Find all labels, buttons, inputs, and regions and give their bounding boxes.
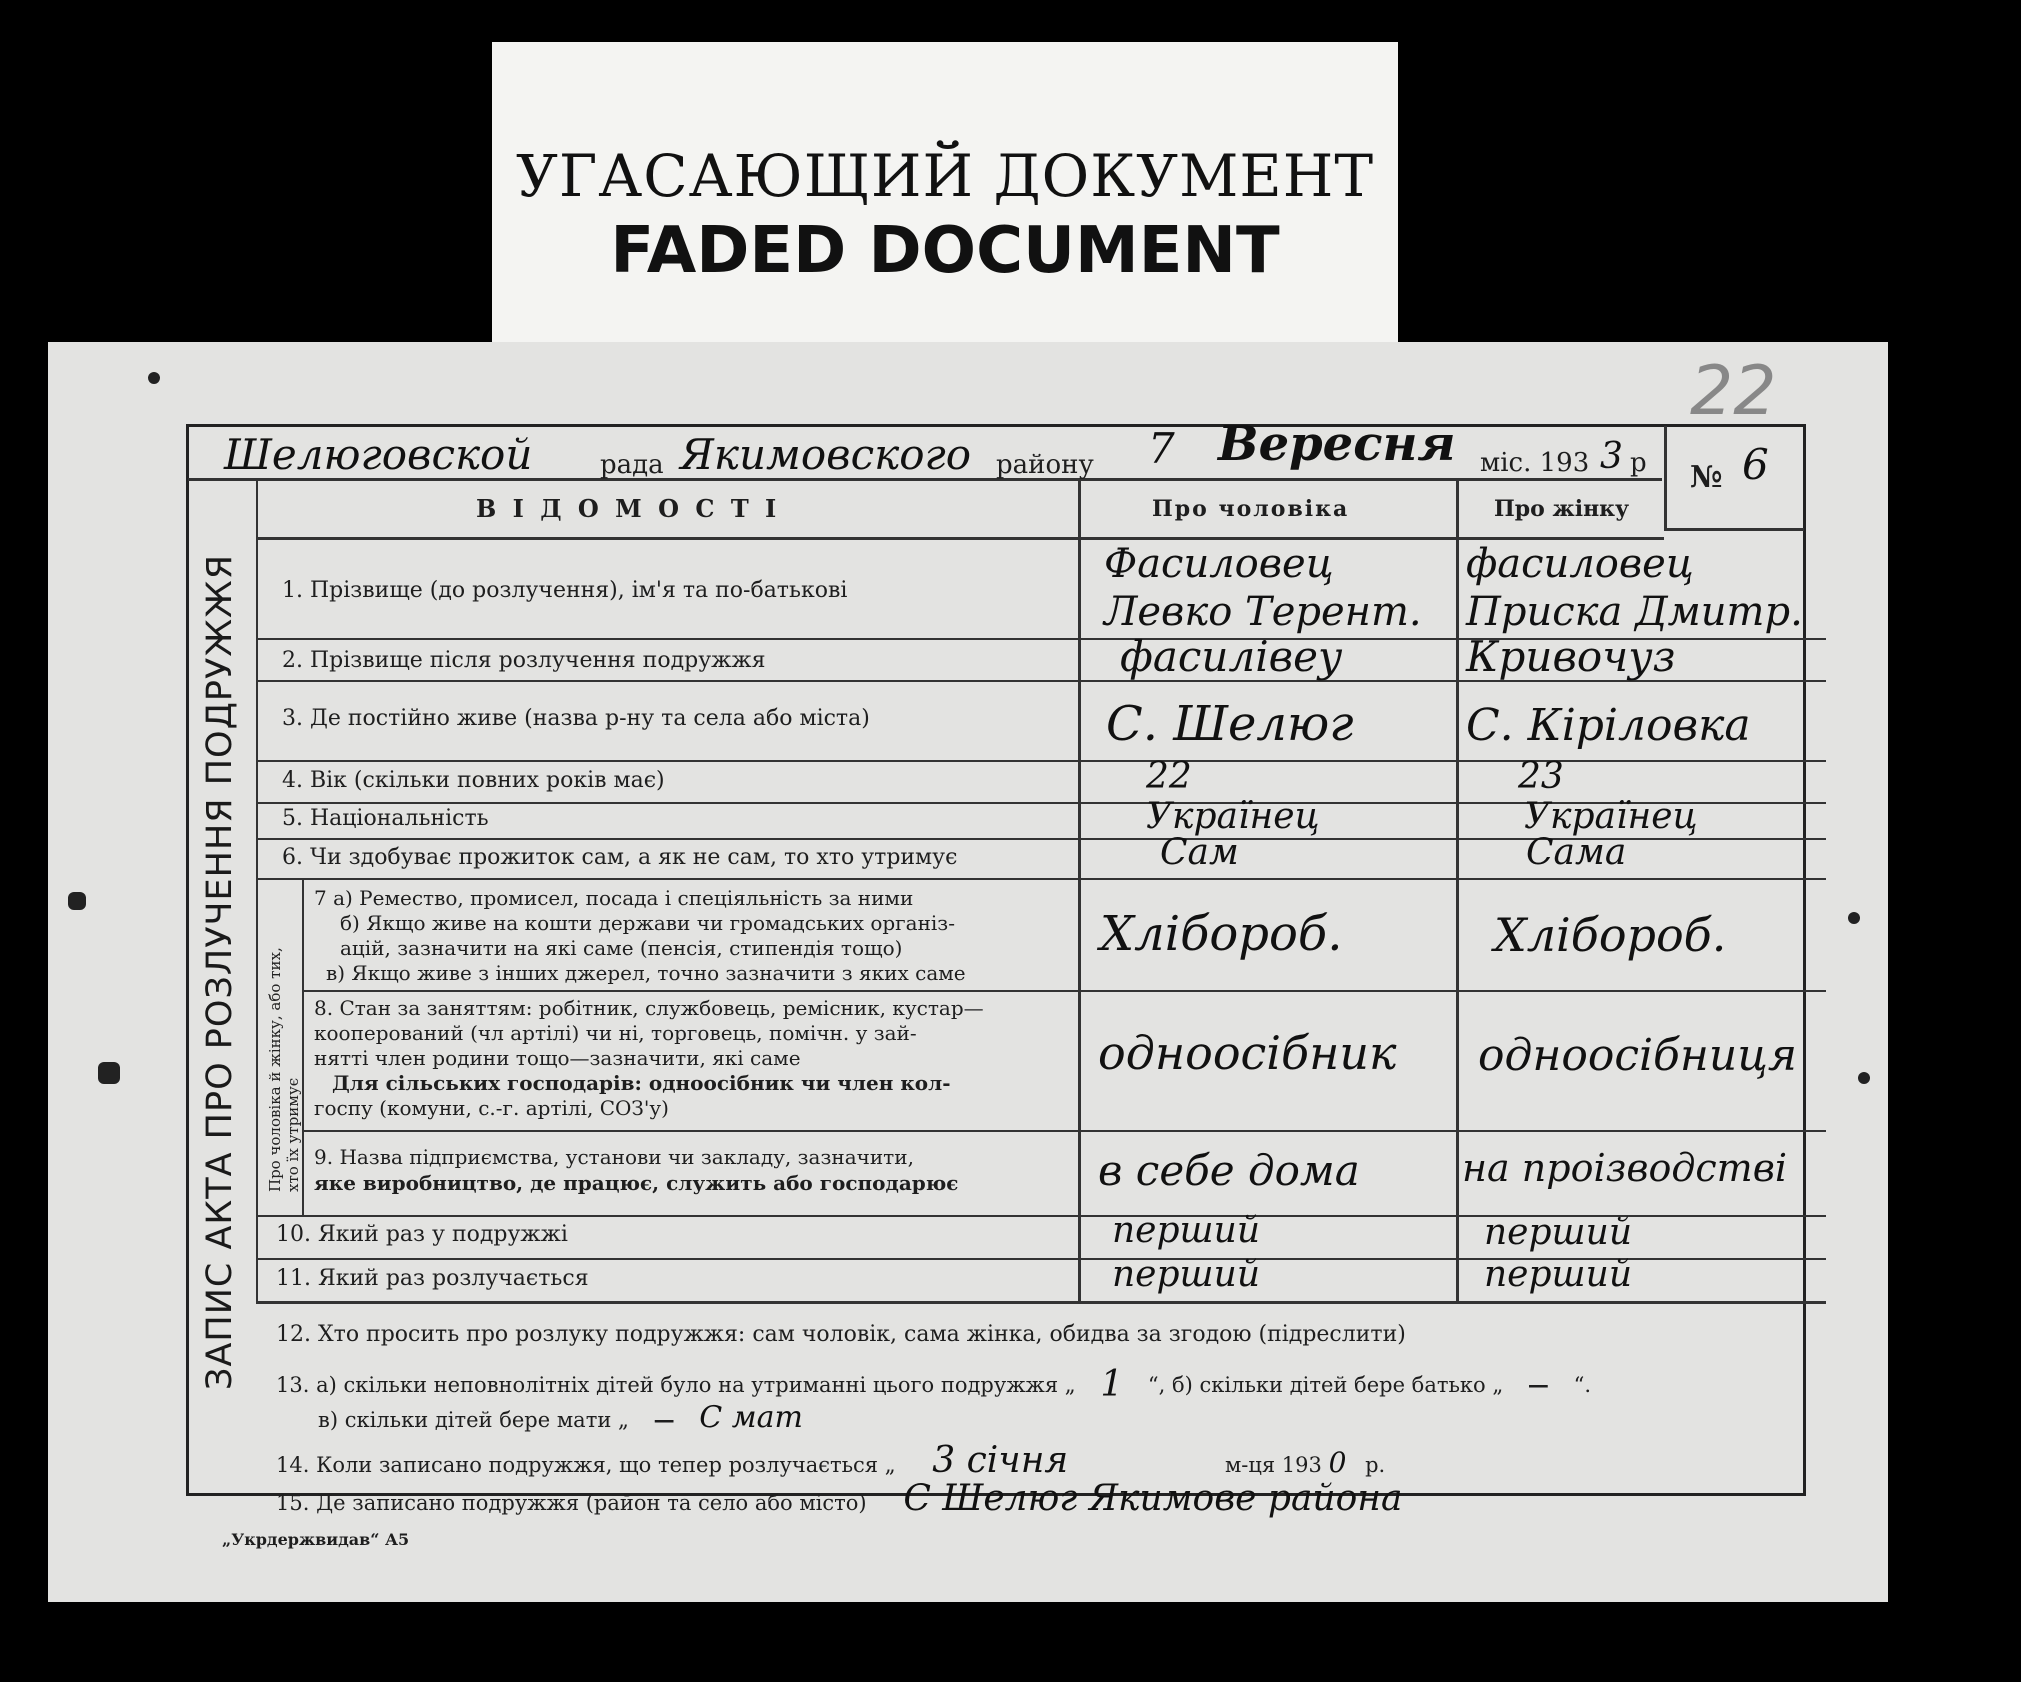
paper-speck [148,372,160,384]
row-8-wife: одноосібниця [1478,1030,1798,1081]
row-6-wife: Сама [1526,832,1627,873]
row-1-label: 1. Прізвище (до розлучення), ім'я та по-батькові [282,578,848,603]
question-13a-value: 1 [1100,1364,1124,1405]
year-suffix: р [1630,448,1647,478]
question-15: 15. Де записано подружжя (район та село або місто) С Шелюг Якимове района [276,1478,1403,1519]
row-11-husband: перший [1112,1254,1261,1295]
wife-column-header: Про жінку [1494,496,1630,522]
row-10-wife: перший [1484,1212,1633,1253]
archive-number: 22 [1690,352,1777,431]
question-13a: 13. а) скільки неповнолітніх дітей було на утриманні цього подружжя „ 1 “, б) скільки дітей бере батько „ — “. [276,1364,1592,1405]
row-9-label: 9. Назва підприємства, установи чи закладу, зазначити, яке виробництво, де працює, служить або господарює [314,1145,959,1195]
question-14: 14. Коли записано подружжя, що тепер розлучається „ 3 січня м-ця 193 0 р. [276,1440,1386,1481]
row-3-wife: С. Кіріловка [1466,700,1751,751]
row-4-label: 4. Вік (скільки повних років має) [282,768,665,793]
row-4-wife: 23 [1518,756,1564,797]
council-label: рада [600,450,664,480]
row-1-husband: Фасиловец Левко Терент. [1104,541,1422,635]
row-11-label: 11. Який раз розлучається [276,1266,589,1291]
question-13c: в) скільки дітей бере мати „ — С мат [318,1400,803,1435]
row-line [256,878,1826,880]
row-6-label: 6. Чи здобуває прожиток сам, а як не сам, то хто утримує [282,845,958,870]
row-9-husband: в себе дома [1098,1146,1360,1195]
faded-label-en: FADED DOCUMENT [610,214,1280,288]
question-13c-note: С мат [699,1400,803,1435]
month-handwritten: Вересня [1218,416,1456,472]
row-line [256,537,1664,540]
question-12: 12. Хто просить про розлуку подружжя: сам чоловік, сама жінка, обидва за згодою (підреслити) [276,1322,1406,1347]
husband-column-header: Про чоловіка [1152,496,1350,522]
council-handwritten: Шелюговской [224,430,533,479]
row-8-label: 8. Стан за заняттям: робітник, службовець, ремісник, кустар— кооперований (чл артілі) чи ні, торговець, помічн. у зай- нятті член родини тощо—зазначити, які саме Для сільських господарів: одноосібник чи член кол- госпу (комуни, с.-г. артілі, СОЗ'у) [314,996,984,1120]
month-label: міс. 193 [1480,448,1590,478]
question-13c-value: — [653,1407,675,1432]
row-10-husband: перший [1112,1210,1261,1251]
row-9-wife: на проізводстві [1462,1146,1787,1190]
row-line [256,1301,1826,1304]
form-vertical-title: ЗАПИС АКТА ПРО РОЗЛУЧЕННЯ ПОДРУЖЖЯ [200,553,240,1390]
number-label: № [1690,460,1723,495]
row-2-husband: фасилівеу [1120,632,1343,681]
row-2-wife: Кривочуз [1466,632,1676,681]
wife-column-divider [1456,478,1459,1301]
district-handwritten: Якимовского [680,430,972,479]
number-value: 6 [1742,440,1769,489]
row-line [256,760,1826,762]
district-label: району [996,450,1094,480]
question-13b-value: — [1527,1372,1549,1397]
row-2-label: 2. Прізвище після розлучення подружжя [282,648,766,673]
question-15-value: С Шелюг Якимове района [903,1478,1403,1519]
number-box-divider [1664,426,1667,530]
side-note-divider [302,880,304,1215]
row-7-label: 7 а) Ремество, промисел, посада і спеціяльність за ними б) Якщо живе на кошти держави чи громадських організ- ацій, зазначити на які саме (пенсія, стипендія тощо) в) Якщо живе з інших джерел, точно зазначити з яких саме [314,886,966,985]
row-7-husband: Хлібороб. [1100,906,1343,962]
question-14-value: 3 січня [932,1440,1069,1481]
row-3-label: 3. Де постійно живе (назва р-ну та села або міста) [282,706,870,731]
year-digit: 3 [1600,436,1623,477]
title-column-divider [256,478,258,1301]
row-8-husband: одноосібник [1098,1026,1397,1080]
row-3-husband: С. Шелюг [1106,696,1354,752]
row-6-husband: Сам [1160,832,1239,873]
number-box-bottom [1664,528,1804,531]
row-5-label: 5. Національність [282,806,489,831]
row-1-wife: фасиловец Приска Дмитр. [1466,541,1803,635]
row-5-wife: Українец [1524,796,1698,837]
faded-document-label [492,42,1398,342]
paper-speck [1858,1072,1870,1084]
side-note: Про чоловіка й жінку, або тих, хто їх утримує [266,947,302,1192]
paper-speck [98,1062,120,1084]
paper-speck [1848,912,1860,924]
row-line [302,1130,1826,1132]
row-7-wife: Хлібороб. [1494,908,1727,962]
row-5-husband: Українец [1146,796,1320,837]
row-line [302,990,1826,992]
faded-label-ru: УГАСАЮЩИЙ ДОКУМЕНТ [515,142,1375,210]
info-column-header: В І Д О М О С Т І [476,494,781,523]
paper-speck [68,892,86,910]
question-14-year-digit: 0 [1328,1446,1347,1479]
husband-column-divider [1078,478,1081,1301]
day-handwritten: 7 [1148,424,1175,473]
row-4-husband: 22 [1146,756,1192,797]
row-11-wife: перший [1484,1254,1633,1295]
row-10-label: 10. Який раз у подружжі [276,1222,568,1247]
printer-mark: „Укрдержвидав“ А5 [222,1530,410,1549]
